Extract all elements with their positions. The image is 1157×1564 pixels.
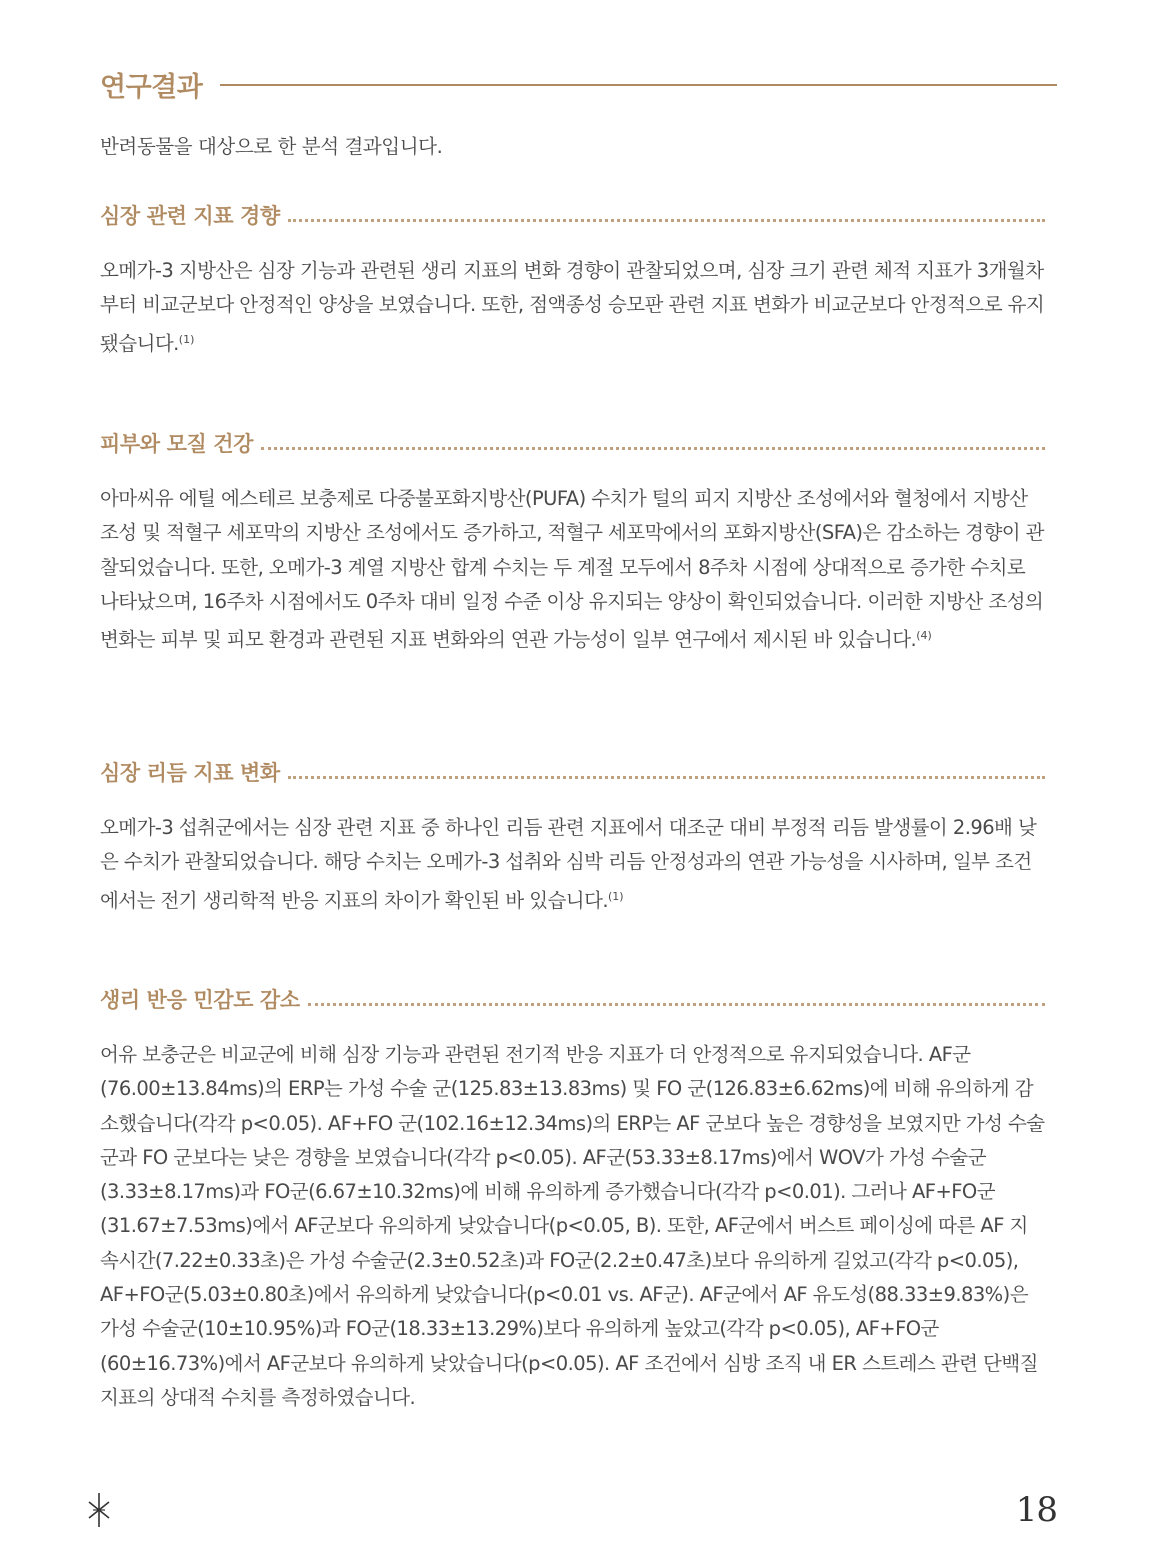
- section-text: 어유 보충군은 비교군에 비해 심장 기능과 관련된 전기적 반응 지표가 더 안정적으로 유지되었습니다. AF군(76.00±13.84ms)의 ERP는 가성 수술 군(125.83±13.83ms) 및 FO 군(126.83±6.62ms)에 비해 유의하게 감소했습니다(각각 p<0.05). AF+FO 군(102.16±12.34ms)의 ERP는 AF 군보다 높은 경향성을 보였지만 가성 수술 군과 FO 군보다는 낮은 경향을 보였습니다(각각 p<0.05). AF군(53.33±8.17ms)에서 WOV가 가성 수술군(3.33±8.17ms)과 FO군(6.67±10.32ms)에 비해 유의하게 증가했습니다(각각 p<0.01). 그러나 AF+FO군(31.67±7.53ms)에서 AF군보다 유의하게 낮았습니다(p<0.05, B). 또한, AF군에서 버스트 페이싱에 따른 AF 지속시간(7.22±0.33초)은 가성 수술군(2.3±0.52초)과 FO군(2.2±0.47초)보다 유의하게 길었고(각각 p<0.05), AF+FO군(5.03±0.80초)에서 유의하게 낮았습니다(p<0.01 vs. AF군). AF군에서 AF 유도성(88.33±9.83%)은 가성 수술군(10±10.95%)과 FO군(18.33±13.29%)보다 유의하게 높았고(각각 p<0.05), AF+FO군(60±16.73%)에서 AF군보다 유의하게 낮았습니다(p<0.05). AF 조건에서 심방 조직 내 ER 스트레스 관련 단백질 지표의 상대적 수치를 측정하였습니다.: [100, 1043, 1045, 1409]
- section-title: 생리 반응 민감도 감소: [100, 988, 300, 1012]
- section-text: 아마씨유 에틸 에스테르 보충제로 다중불포화지방산(PUFA) 수치가 털의 피지 지방산 조성에서와 혈청에서 지방산 조성 및 적혈구 세포막의 지방산 조성에서도 증가하고, 적혈구 세포막에서의 포화지방산(SFA)은 감소하는 경향이 관찰되었습니다. 또한, 오메가-3 계열 지방산 합계 수치는 두 계절 모두에서 8주차 시점에 상대적으로 증가한 수치로 나타났으며, 16주차 시점에서도 0주차 대비 일정 수준 이상 유지되는 양상이 확인되었습니다. 이러한 지방산 조성의 변화는 피부 및 피모 환경과 관련된 지표 변화와의 연관 가능성이 일부 연구에서 제시된 바 있습니다.: [100, 487, 1044, 652]
- section-header: [100, 424, 1045, 458]
- header-divider: [220, 84, 1057, 86]
- reference-marker: (4): [916, 629, 932, 643]
- section-sensitivity: [100, 980, 1045, 1415]
- section-heart-rhythm: [100, 753, 1045, 918]
- section-text: 오메가-3 섭취군에서는 심장 관련 지표 중 하나인 리듬 관련 지표에서 대조군 대비 부정적 리듬 발생률이 2.96배 낮은 수치가 관찰되었습니다. 해당 수치는 오메가-3 섭취와 심박 리듬 안정성과의 연관 가능성을 시사하며, 일부 조건에서는 전기 생리학적 반응 지표의 차이가 확인된 바 있습니다.: [100, 816, 1037, 912]
- reference-marker: (1): [178, 332, 195, 346]
- section-body: [100, 254, 1045, 361]
- dotted-divider: [308, 1003, 1045, 1006]
- dotted-divider: [288, 776, 1045, 779]
- section-body: [100, 482, 1045, 657]
- page-number: 18: [1015, 1490, 1057, 1530]
- page-title: 연구결과: [100, 71, 203, 103]
- section-header: [100, 196, 1045, 230]
- section-skin-coat: [100, 424, 1045, 657]
- page-header: [100, 64, 1057, 104]
- section-text: 오메가-3 지방산은 심장 기능과 관련된 생리 지표의 변화 경향이 관찰되었으며, 심장 크기 관련 체적 지표가 3개월차부터 비교군보다 안정적인 양상을 보였습니다. 또한, 점액종성 승모판 관련 지표 변화가 비교군보다 안정적으로 유지됐습니다.: [100, 259, 1045, 355]
- section-title: 심장 관련 지표 경향: [100, 204, 280, 228]
- section-header: [100, 753, 1045, 787]
- section-title: 심장 리듬 지표 변화: [100, 761, 280, 785]
- dotted-divider: [261, 447, 1045, 450]
- section-body: [100, 1038, 1045, 1415]
- section-body: [100, 811, 1045, 918]
- section-header: [100, 980, 1045, 1014]
- page-content: [100, 64, 1057, 164]
- reference-marker: (1): [608, 889, 624, 903]
- dotted-divider: [288, 219, 1045, 222]
- section-title: 피부와 모질 건강: [100, 432, 254, 456]
- intro-text: 반려동물을 대상으로 한 분석 결과입니다.: [100, 135, 443, 158]
- sparkle-star-icon: [86, 1492, 112, 1528]
- section-cardiac-indicators: [100, 196, 1045, 361]
